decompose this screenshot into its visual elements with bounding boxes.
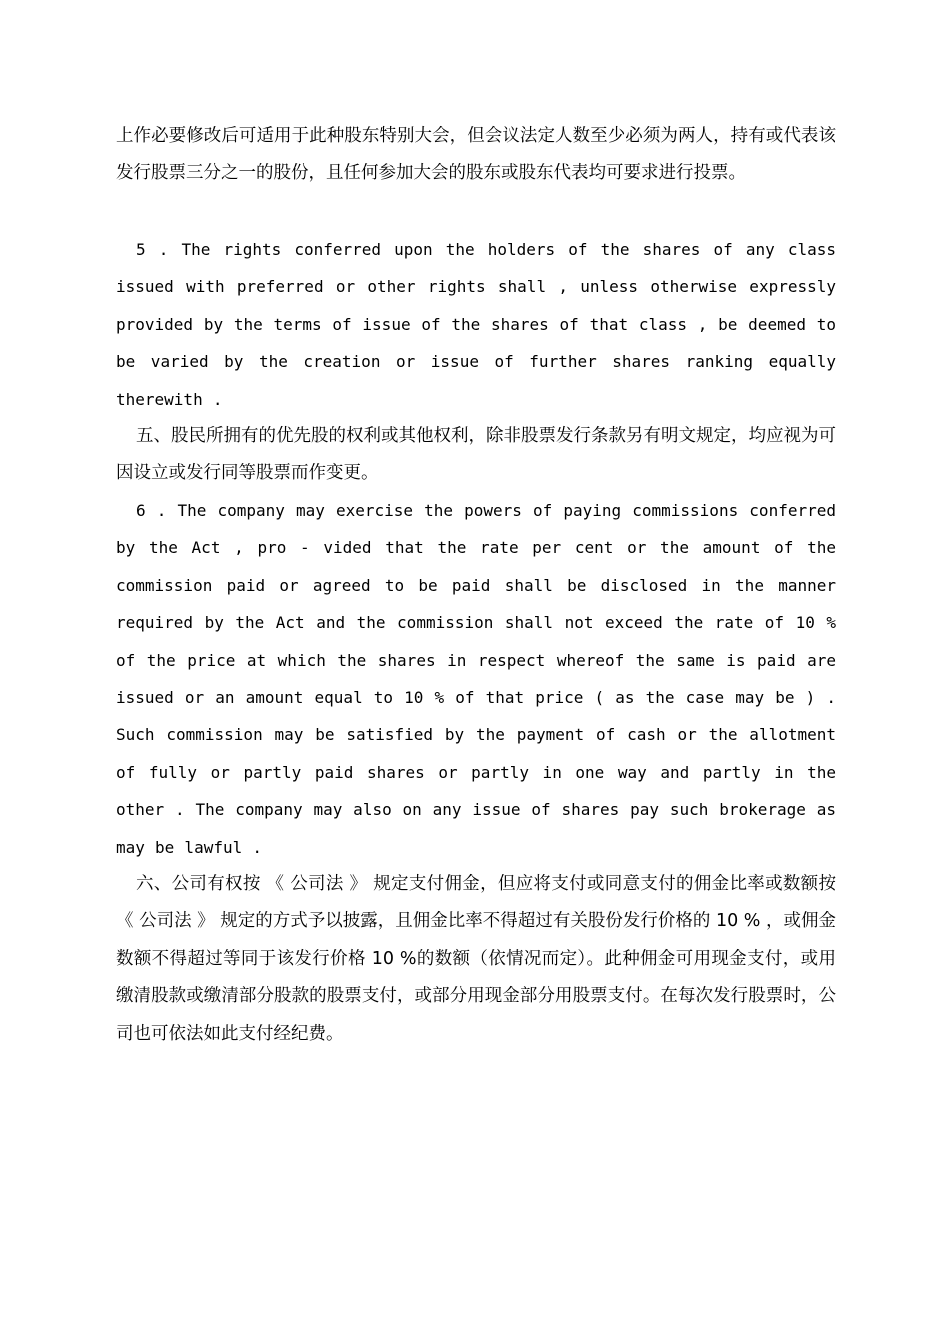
paragraph-english-clause-6: [116, 492, 836, 866]
paragraph-text: 上作必要修改后可适用于此种股东特别大会，但会议法定人数至少必须为两人，持有或代表该发行股票三分之一的股份，且任何参加大会的股东或股东代表均可要求进行投票。: [116, 126, 836, 184]
paragraph-chinese-clause-6: [116, 866, 836, 1053]
paragraph-english-clause-5: [116, 231, 836, 418]
paragraph-text: 6 . The company may exercise the powers of paying commissions conferred by the Act , pro - vided that the rate per cent or the amount of the commission paid or agreed to be paid shall be disclosed in the manner required by the Act and the commission shall not exceed the rate of 10 % of the price at which the shares in respect whereof the same is paid are issued or an amount equal to 10 % of that price ( as the case may be ) . Such commission may be satisfied by the payment of cash or the allotment of fully or partly paid shares or partly in one way and partly in the other . The company may also on any issue of shares pay such brokerage as may be lawful .: [116, 501, 836, 857]
paragraph-chinese-clause-5: [116, 418, 836, 493]
paragraph-text: 5 . The rights conferred upon the holders of the shares of any class issued with preferred or other rights shall , unless otherwise expressly provided by the terms of issue of the shares of that class , be deemed to be varied by the creation or issue of further shares ranking equally therewith .: [116, 240, 836, 409]
paragraph-chinese-continuation: [116, 118, 836, 193]
paragraph-text: 六、公司有权按 《 公司法 》 规定支付佣金，但应将支付或同意支付的佣金比率或数额按 《 公司法 》 规定的方式予以披露，且佣金比率不得超过有关股份发行价格的 10 % ，或佣金数额不得超过等同于该发行价格 10 %的数额（依情况而定）。此种佣金可用现金支付，或用缴清股款或缴清部分股款的股票支付，或部分用现金部分用股票支付。在每次发行股票时，公司也可依法如此支付经纪费。: [116, 874, 836, 1044]
paragraph-text: 五、股民所拥有的优先股的权利或其他权利，除非股票发行条款另有明文规定，均应视为可因设立或发行同等股票而作变更。: [116, 426, 836, 484]
